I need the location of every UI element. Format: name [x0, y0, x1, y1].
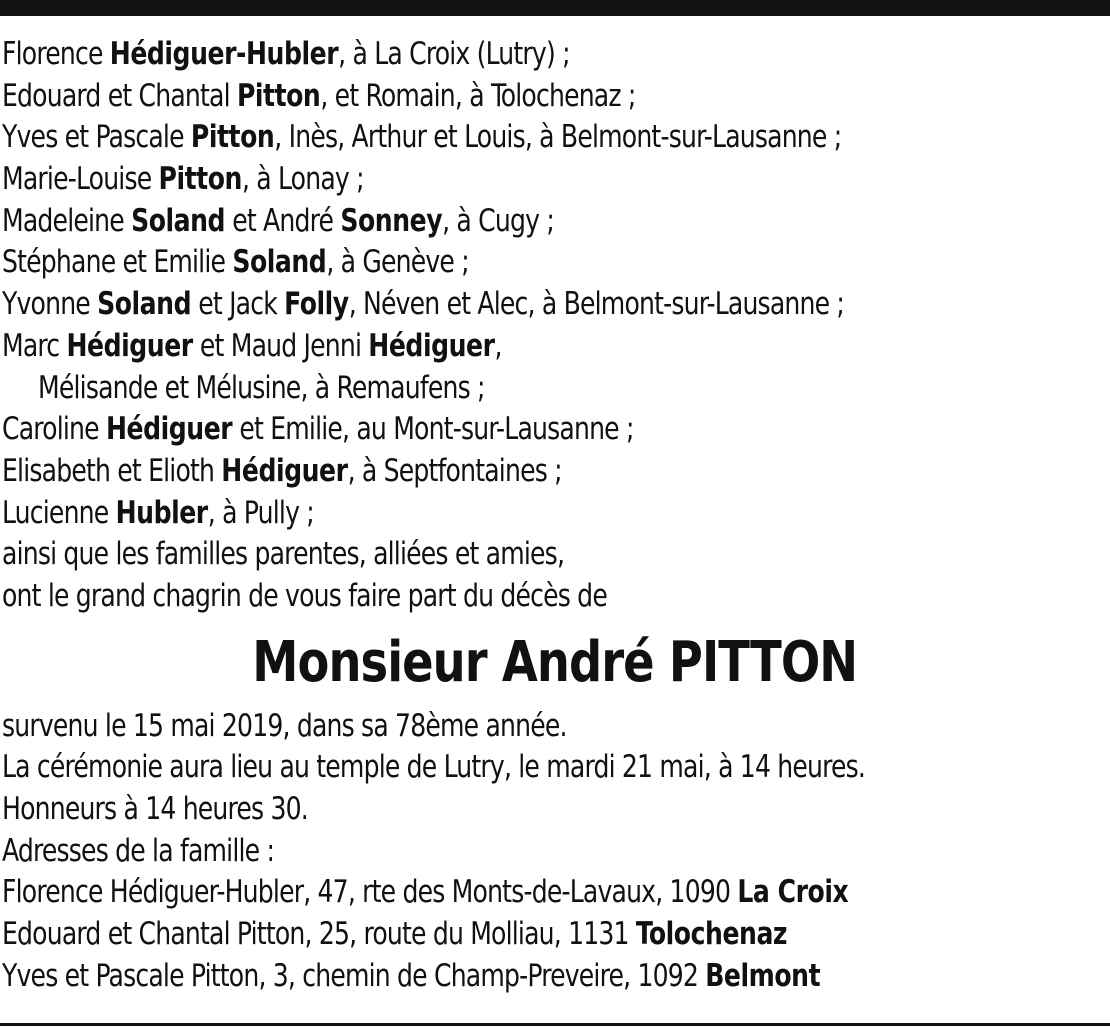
bold-name-text: Hédiguer — [221, 452, 348, 489]
family-line — [2, 451, 997, 493]
bold-name-text: Soland — [232, 244, 327, 281]
bold-name-text: Hédiguer — [105, 411, 233, 448]
family-line — [2, 368, 997, 410]
line-text: , Néven et Alec, à Belmont-sur-Lausanne ; — [348, 286, 845, 323]
bold-name-text: Hubler — [115, 494, 208, 531]
detail-line — [2, 831, 997, 873]
line-text: Yves et Pascale — [2, 119, 191, 156]
detail-line — [2, 789, 997, 831]
line-text: Florence Hédiguer-Hubler, 47, rte des Monts-de-Lavaux, 1090 — [2, 874, 738, 911]
ceremony-details — [2, 706, 1108, 998]
bold-name-text: Folly — [284, 286, 349, 323]
family-list — [2, 34, 1108, 618]
line-text: Lucienne — [2, 494, 116, 531]
bold-name-text: Soland — [131, 202, 226, 239]
line-text: Mélisande et Mélusine, à Remaufens ; — [38, 369, 485, 406]
line-text: , à Genève ; — [326, 244, 469, 281]
detail-line — [2, 872, 997, 914]
bold-name-text: Soland — [97, 286, 192, 323]
line-text: et Emilie, au Mont-sur-Lausanne ; — [232, 411, 634, 448]
family-line — [2, 117, 997, 159]
line-text: , et Romain, à Tolochenaz ; — [320, 77, 636, 114]
detail-line — [2, 914, 997, 956]
line-text: La cérémonie aura lieu au temple de Lutry, le mardi 21 mai, à 14 heures. — [2, 749, 866, 786]
line-text: Edouard et Chantal Pitton, 25, route du Molliau, 1131 — [2, 916, 636, 953]
deceased-name-text: Monsieur André PITTON — [252, 629, 858, 695]
bold-name-text: La Croix — [737, 874, 849, 911]
line-text: , à Pully ; — [207, 494, 314, 531]
detail-line — [2, 956, 997, 998]
bold-name-text: Pitton — [190, 119, 275, 156]
family-line — [2, 284, 997, 326]
line-text: survenu le 15 mai 2019, dans sa 78ème année. — [2, 707, 567, 744]
family-line — [2, 409, 997, 451]
line-text: Yvonne — [2, 286, 98, 323]
line-text: Madeleine — [2, 202, 132, 239]
family-line — [2, 493, 997, 535]
top-border-rule — [0, 0, 1110, 16]
line-text: et André — [225, 202, 341, 239]
line-text: Elisabeth et Elioth — [2, 452, 222, 489]
line-text: Edouard et Chantal — [2, 77, 237, 114]
family-line — [2, 576, 997, 618]
line-text: et Jack — [191, 286, 285, 323]
bold-name-text: Pitton — [158, 161, 242, 198]
line-text: , à Cugy ; — [442, 202, 554, 239]
line-text: Yves et Pascale Pitton, 3, chemin de Champ-Preveire, 1092 — [2, 957, 706, 994]
line-text: Marc — [2, 327, 67, 364]
family-line — [2, 242, 997, 284]
bold-name-text: Pitton — [236, 77, 321, 114]
bold-name-text: Tolochenaz — [635, 916, 788, 953]
line-text: Stéphane et Emilie — [2, 244, 233, 281]
line-text: Florence — [2, 36, 110, 72]
line-text: , — [494, 327, 502, 364]
family-line — [2, 534, 997, 576]
bold-name-text: Belmont — [705, 957, 821, 994]
bottom-border-rule — [0, 1023, 1110, 1026]
line-text: Adresses de la famille : — [2, 832, 275, 869]
detail-line — [2, 747, 997, 789]
line-text: et Maud Jenni — [192, 327, 369, 364]
obituary-notice — [2, 34, 1108, 997]
bold-name-text: Hédiguer-Hubler — [109, 36, 339, 72]
family-line — [2, 326, 997, 368]
line-text: , à Lonay ; — [241, 161, 364, 198]
bold-name-text: Hédiguer — [368, 327, 495, 364]
family-line — [2, 34, 997, 76]
line-text: , à Septfontaines ; — [347, 452, 562, 489]
line-text: Marie-Louise — [2, 161, 159, 198]
deceased-name — [2, 620, 1108, 706]
line-text: ont le grand chagrin de vous faire part du décès de — [2, 577, 607, 614]
family-line — [2, 201, 997, 243]
line-text: , à La Croix (Lutry) ; — [338, 36, 570, 72]
bold-name-text: Hédiguer — [66, 327, 193, 364]
line-text: Honneurs à 14 heures 30. — [2, 791, 308, 827]
detail-line — [2, 706, 997, 748]
line-text: , Inès, Arthur et Louis, à Belmont-sur-Lausanne ; — [274, 119, 842, 156]
line-text: ainsi que les familles parentes, alliées et amies, — [2, 536, 565, 573]
family-line — [2, 159, 997, 201]
bold-name-text: Sonney — [340, 202, 443, 239]
line-text: Caroline — [2, 411, 106, 448]
family-line — [2, 76, 997, 118]
